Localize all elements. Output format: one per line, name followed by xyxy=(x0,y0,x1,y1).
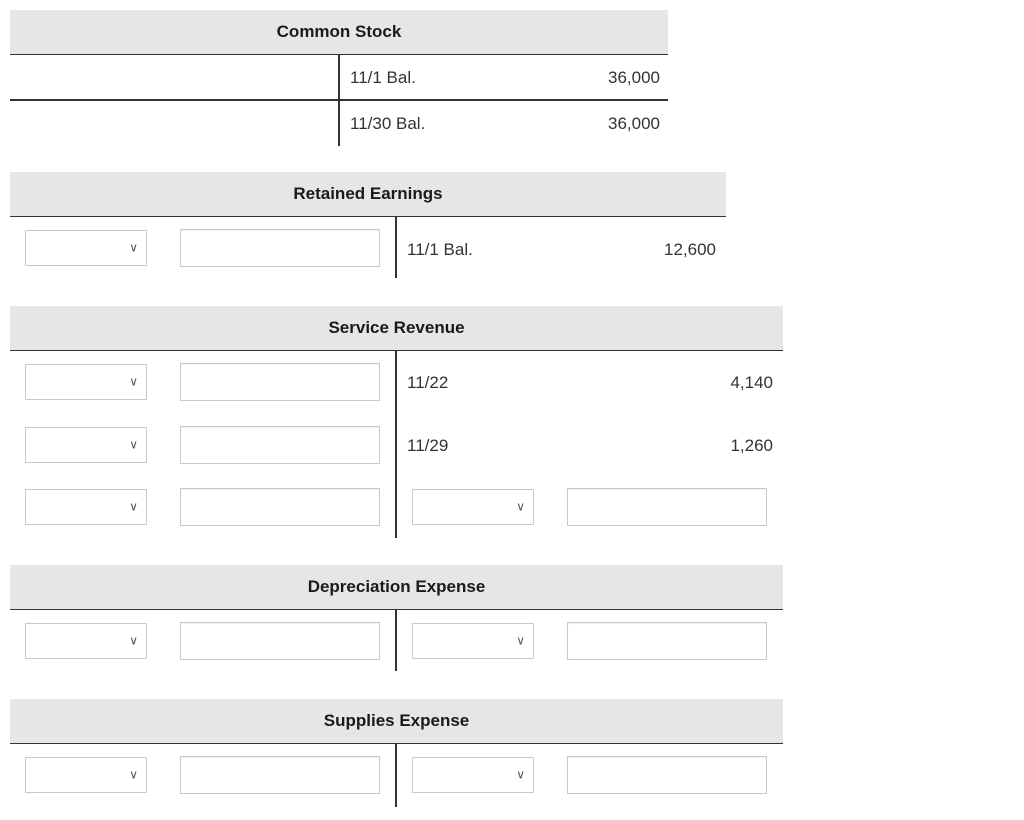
credit-amount-input[interactable] xyxy=(567,622,767,660)
debit-date-select[interactable] xyxy=(25,364,147,400)
debit-date-select[interactable] xyxy=(25,427,147,463)
credit-label: 11/29 xyxy=(407,436,449,455)
common-stock-account xyxy=(10,10,668,150)
credit-amount: 36,000 xyxy=(608,114,660,133)
supplies-expense-account xyxy=(10,699,783,809)
chevron-down-icon: ∨ xyxy=(129,374,138,389)
debit-date-select[interactable] xyxy=(25,623,147,659)
credit-amount: 12,600 xyxy=(664,240,716,259)
credit-label: 11/1 Bal. xyxy=(407,240,473,259)
debit-amount-input[interactable] xyxy=(180,622,380,660)
chevron-down-icon: ∨ xyxy=(129,240,138,255)
credit-label: 11/30 Bal. xyxy=(350,114,426,133)
account-title: Common Stock xyxy=(10,10,668,55)
credit-date-select[interactable] xyxy=(412,757,534,793)
chevron-down-icon: ∨ xyxy=(516,499,525,514)
t-account-divider xyxy=(395,609,397,671)
debit-amount-input[interactable] xyxy=(180,363,380,401)
chevron-down-icon: ∨ xyxy=(516,633,525,648)
chevron-down-icon: ∨ xyxy=(129,767,138,782)
retained-earnings-account xyxy=(10,172,726,280)
debit-amount-input[interactable] xyxy=(180,488,380,526)
credit-label: 11/22 xyxy=(407,373,449,392)
chevron-down-icon: ∨ xyxy=(129,499,138,514)
chevron-down-icon: ∨ xyxy=(129,633,138,648)
balance-rule xyxy=(10,99,668,101)
depreciation-expense-account xyxy=(10,565,783,675)
chevron-down-icon: ∨ xyxy=(129,437,138,452)
t-account-divider xyxy=(395,743,397,807)
debit-amount-input[interactable] xyxy=(180,426,380,464)
credit-label: 11/1 Bal. xyxy=(350,68,416,87)
account-title: Retained Earnings xyxy=(10,172,726,217)
debit-date-select[interactable] xyxy=(25,489,147,525)
credit-amount-input[interactable] xyxy=(567,756,767,794)
t-account-divider xyxy=(395,216,397,278)
account-title: Service Revenue xyxy=(10,306,783,351)
credit-date-select[interactable] xyxy=(412,623,534,659)
credit-amount: 1,260 xyxy=(730,436,773,455)
credit-amount-input[interactable] xyxy=(567,488,767,526)
account-title: Depreciation Expense xyxy=(10,565,783,610)
account-title: Supplies Expense xyxy=(10,699,783,744)
debit-amount-input[interactable] xyxy=(180,756,380,794)
t-account-divider xyxy=(395,350,397,538)
credit-amount: 4,140 xyxy=(730,373,773,392)
credit-date-select[interactable] xyxy=(412,489,534,525)
debit-amount-input[interactable] xyxy=(180,229,380,267)
debit-date-select[interactable] xyxy=(25,230,147,266)
service-revenue-account xyxy=(10,306,783,540)
credit-amount: 36,000 xyxy=(608,68,660,87)
debit-date-select[interactable] xyxy=(25,757,147,793)
chevron-down-icon: ∨ xyxy=(516,767,525,782)
